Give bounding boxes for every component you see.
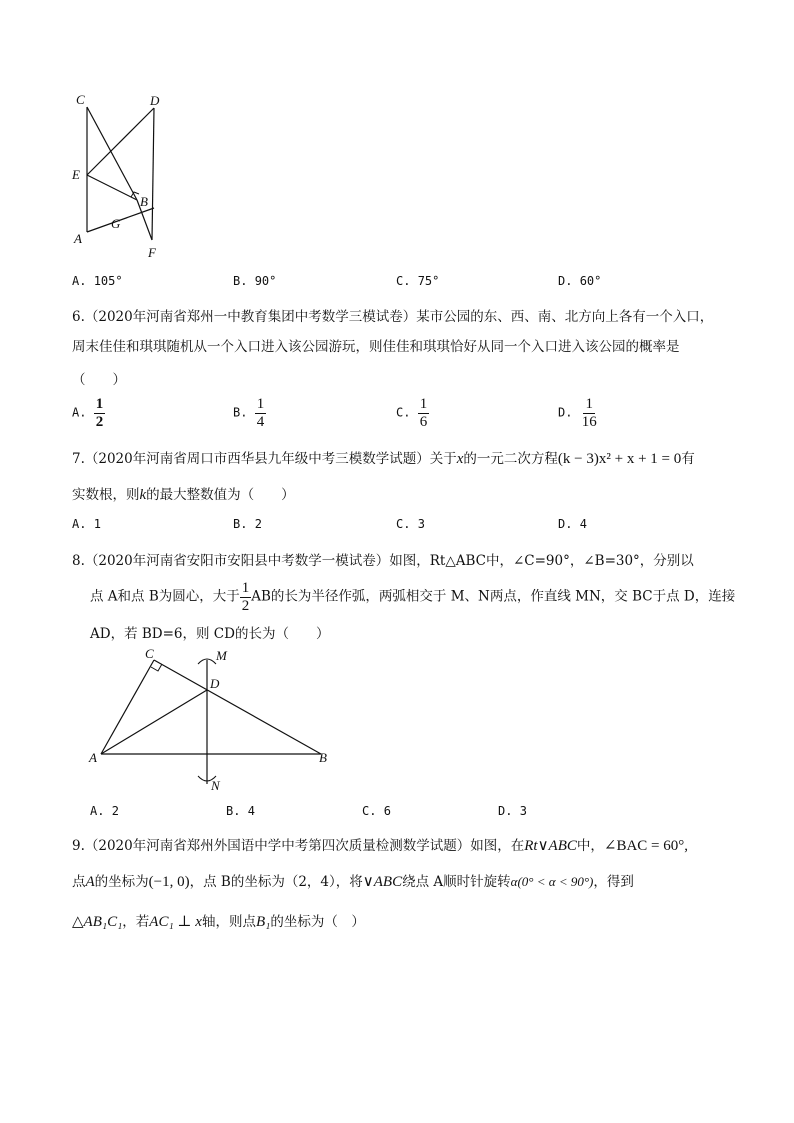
q8-line-1: 8.（2020年河南省安阳市安阳县中考数学一模试卷）如图，Rt△ABC中，∠C=90°，∠B=30°，分别以 <box>72 553 694 569</box>
q6-line-2: 周末佳佳和琪琪随机从一个入口进入该公园游玩，则佳佳和琪琪恰好从同一个入口进入该公园的概率是 <box>72 339 680 355</box>
label-E: E <box>72 167 80 182</box>
right-angle-mark-C <box>151 664 162 671</box>
q8-line-3: AD，若 BD=6，则 CD的长为（ ） <box>90 626 330 642</box>
segment-AC <box>101 660 154 754</box>
label-A: A <box>89 750 97 765</box>
label-A: A <box>74 231 82 246</box>
label-M: M <box>216 648 227 663</box>
q6-line-3: （ ） <box>72 372 126 388</box>
q5-option-b: B. 90° <box>233 274 277 288</box>
q9-line-3: △AB₁C₁，若AC₁ ⊥ x轴，则点B₁的坐标为（ ） <box>72 914 365 930</box>
label-C: C <box>145 646 154 661</box>
label-B: B <box>140 194 148 209</box>
q6-option-a: A. $\frac{1}{2}$ <box>72 396 104 430</box>
q9-line-2: 点A的坐标为(−1, 0)，点 B的坐标为（2，4），将∨ABC绕点 A顺时针旋转α(0° < α < 90°)，得到 <box>72 874 634 890</box>
q5-figure <box>60 90 180 265</box>
q7-equation: (k − 3)x² + x + 1 = 0 <box>557 451 682 467</box>
q7-option-c: C. 3 <box>396 517 425 531</box>
q6-option-c: C. $\frac{1}{6}$ <box>396 396 428 430</box>
q7-option-b: B. 2 <box>233 517 262 531</box>
label-D: D <box>210 676 220 691</box>
q5-option-a: A. 105° <box>72 274 123 288</box>
q8-option-d: D. 3 <box>498 804 527 818</box>
segment-DE <box>87 108 154 175</box>
label-B: B <box>319 750 327 765</box>
label-F: F <box>148 245 156 260</box>
q5-option-d: D. 60° <box>558 274 602 288</box>
segment-AD <box>101 690 207 754</box>
q9-line-1: 9.（2020年河南省郑州外国语中学中考第四次质量检测数学试题）如图，在Rt∨ABC中，∠BAC = 60°, <box>72 838 689 854</box>
q8-option-a: A. 2 <box>90 804 119 818</box>
q8-line-2: 点 A和点 B为圆心，大于 $\frac{1}{2}$ AB的长为半径作弧，两弧相交于 M、N两点，作直线 MN，交 BC于点 D，连接 <box>90 580 736 614</box>
q6-option-d: D. $\frac{1}{16}$ <box>558 396 597 430</box>
q6-option-b: B. $\frac{1}{4}$ <box>233 396 265 430</box>
q7-option-a: A. 1 <box>72 517 101 531</box>
label-G: G <box>111 216 121 231</box>
q7-option-d: D. 4 <box>558 517 587 531</box>
q8-option-c: C. 6 <box>362 804 391 818</box>
q8-option-b: B. 4 <box>226 804 255 818</box>
q8-figure <box>85 640 345 800</box>
label-C: C <box>76 92 85 107</box>
q7-line-2: 实数根，则k的最大整数值为（ ） <box>72 487 295 503</box>
q5-option-c: C. 75° <box>396 274 440 288</box>
segment-DF <box>152 108 154 240</box>
q7-line-1: 7.（2020年河南省周口市西华县九年级中考三模数学试题）关于x的一元二次方程(k − 3)x² + x + 1 = 0有 <box>72 451 695 467</box>
q6-line-1: 6.（2020年河南省郑州一中教育集团中考数学三模试卷）某市公园的东、西、南、北方向上各有一个入口， <box>72 309 714 325</box>
segment-CB <box>87 107 137 200</box>
label-N: N <box>211 778 220 793</box>
label-D: D <box>150 93 160 108</box>
segment-EB <box>87 175 137 200</box>
